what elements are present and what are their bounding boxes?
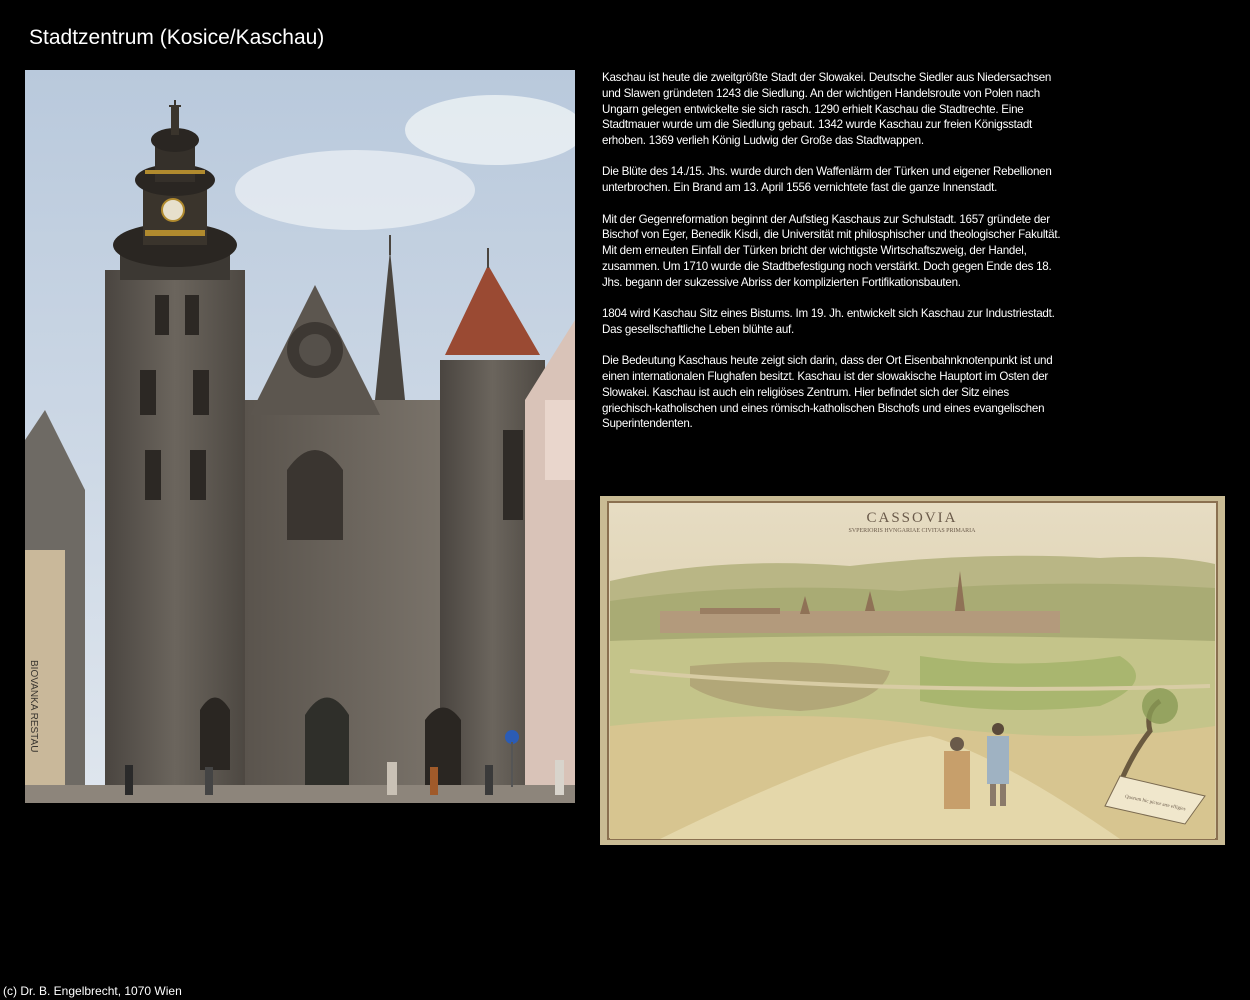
article-text	[602, 70, 1062, 448]
page-title: Stadtzentrum (Kosice/Kaschau)	[29, 26, 325, 49]
paragraph-bistum: 1804 wird Kaschau Sitz eines Bistums. Im 19. Jh. entwickelt sich Kaschau zur Industriestadt. Das gesellschaftliche Leben blühte auf.	[602, 307, 1055, 336]
map-title: CASSOVIA	[866, 510, 958, 526]
map-subtitle: SVPERIORIS HVNGARIAE CIVITAS PRIMARIA	[848, 528, 976, 534]
paragraph-history: Kaschau ist heute die zweitgrößte Stadt der Slowakei. Deutsche Siedler aus Niedersachsen und Slawen gründeten 1243 die Siedlung. An der wichtigen Handelsroute von Polen nach Ungarn gelegen entwickelte sie sich rasch. 1290 erhielt Kaschau die Stadtrechte. Eine Stadtmauer wurde um die Siedlung gebaut. 1342 wurde Kaschau zur freien Königsstadt erhoben. 1369 verlieh König Ludwig der Große das Stadtwappen.	[602, 71, 1052, 148]
cassovia-map-image	[600, 496, 1225, 845]
paragraph-bluete: Die Blüte des 14./15. Jhs. wurde durch den Waffenlärm der Türken und eigener Rebellionen unterbrochen. Ein Brand am 13. April 1556 vernichtete fast die ganze Innenstadt.	[602, 165, 1052, 195]
paragraph-bedeutung: Die Bedeutung Kaschaus heute zeigt sich darin, dass der Ort Eisenbahnknotenpunkt ist und einen internationalen Flughafen besitzt. Kaschau ist der slowakische Hauptort im Osten der Slowakei. Kaschau ist auch ein religiöses Zentrum. Hier befindet sich der Sitz eines griechisch-katholischen und eines römisch-katholischen Bischofs und eines evangelischen Superintendenten.	[602, 354, 1053, 431]
paragraph-gegenreformation: Mit der Gegenreformation beginnt der Aufstieg Kaschaus zur Schulstadt. 1657 gründete der Bischof von Eger, Benedik Kisdi, die Universität mit philosphischer und theologischer Fakultät. Mit dem erneuten Einfall der Türken bricht der wichtigste Wirtschaftszweig, der Handel, zusammen. Um 1710 wurde die Stadtbefestigung noch verstärkt. Doch gegen Ende des 18. Jhs. begann der sukzessive Abriss der komplizierten Fortifikationsbauten.	[602, 212, 1061, 289]
copyright-notice: (c) Dr. B. Engelbrecht, 1070 Wien	[3, 984, 182, 998]
cathedral-photo	[25, 70, 575, 803]
sign-text: BIOVANKA RESTAU	[28, 660, 39, 753]
map-cartouche: Quorum hic pictor arte effigies	[1124, 794, 1186, 813]
